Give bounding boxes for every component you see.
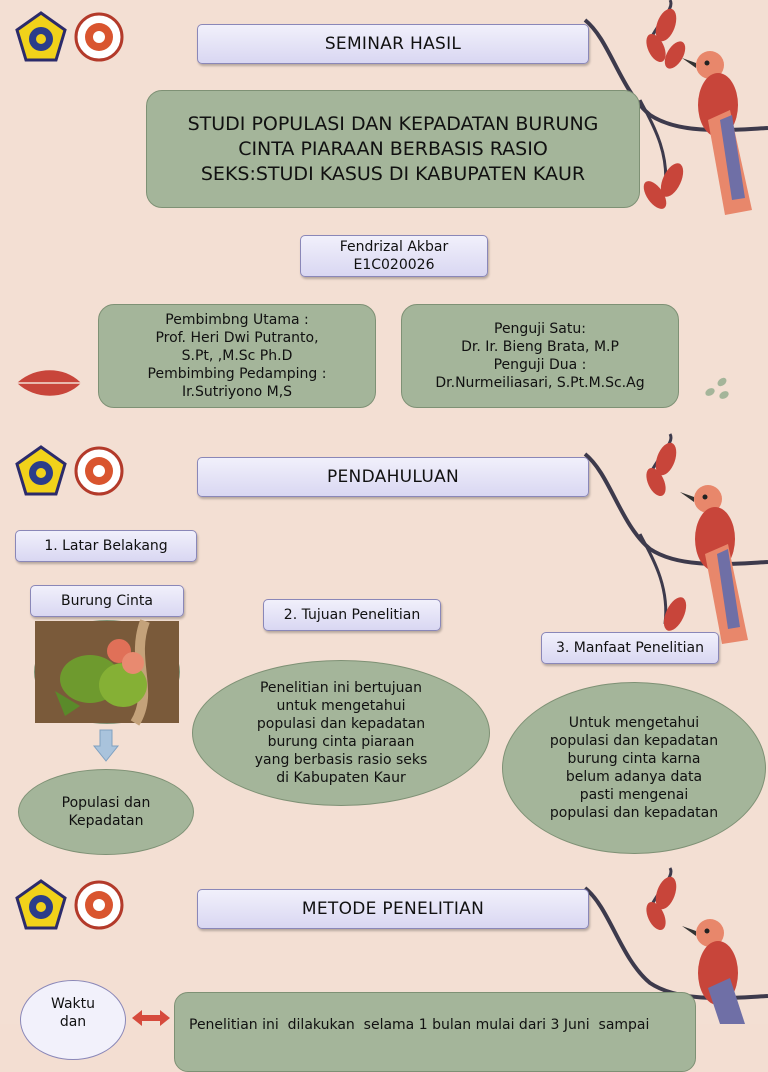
populasi-kepadatan-ellipse: Populasi dan Kepadatan [18, 769, 194, 855]
university-logo-icon [14, 878, 68, 932]
author-label: Fendrizal Akbar E1C020026 [300, 235, 488, 277]
faculty-logo-icon [74, 12, 124, 62]
slide-title: METODE PENELITIAN [197, 889, 589, 929]
examiners-box: Penguji Satu: Dr. Ir. Bieng Brata, M.P Penguji Dua : Dr.Nurmeiliasari, S.Pt.M.Sc.Ag [401, 304, 679, 408]
faculty-logo-icon [74, 446, 124, 496]
burung-cinta-label: Burung Cinta [30, 585, 184, 617]
faculty-logo-icon [74, 880, 124, 930]
red-leaf-icon [15, 364, 83, 402]
green-leaves-icon [700, 372, 734, 402]
supervisors-box: Pembimbng Utama : Prof. Heri Dwi Putranto, S.Pt, ,M.Sc Ph.D Pembimbing Pedamping : Ir.Sutriyono M,S [98, 304, 376, 408]
slide-title: SEMINAR HASIL [197, 24, 589, 64]
university-logo-icon [14, 10, 68, 64]
method-description-box: Penelitian ini dilakukan selama 1 bulan mulai dari 3 Juni sampai [174, 992, 696, 1072]
arrow-down-icon [94, 730, 118, 762]
slide-seminar-hasil [0, 0, 768, 434]
slide-title: PENDAHULUAN [197, 457, 589, 497]
tujuan-ellipse: Penelitian ini bertujuan untuk mengetahui populasi dan kepadatan burung cinta piaraan yang berbasis rasio seks di Kabupaten Kaur [192, 660, 490, 806]
research-title: STUDI POPULASI DAN KEPADATAN BURUNG CINTA PIARAAN BERBASIS RASIO SEKS:STUDI KASUS DI KABUPATEN KAUR [146, 90, 640, 208]
manfaat-penelitian-label: 3. Manfaat Penelitian [541, 632, 719, 664]
slide-pendahuluan [0, 434, 768, 868]
waktu-ellipse: Waktu dan [20, 980, 126, 1060]
double-arrow-icon [132, 1008, 170, 1028]
slide-metode-penelitian [0, 868, 768, 1033]
bird-on-branch-icon [580, 434, 768, 654]
tujuan-penelitian-label: 2. Tujuan Penelitian [263, 599, 441, 631]
university-logo-icon [14, 444, 68, 498]
lovebird-photo [34, 620, 180, 724]
latar-belakang-label: 1. Latar Belakang [15, 530, 197, 562]
manfaat-ellipse: Untuk mengetahui populasi dan kepadatan burung cinta karna belum adanya data pasti mengenai populasi dan kepadatan [502, 682, 766, 854]
